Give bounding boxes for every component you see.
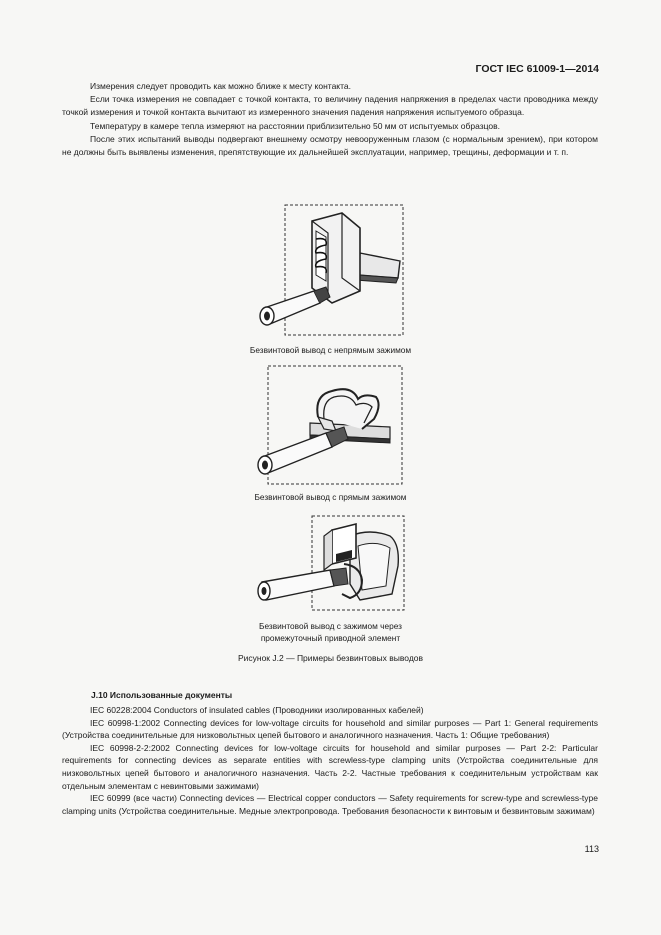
caption-line: Безвинтовой вывод с зажимом через	[259, 621, 402, 631]
section-title: J.10 Использованные документы	[91, 690, 233, 700]
reference-item: IEC 60998-1:2002 Connecting devices for low-voltage circuits for household and similar purposes — Part 1: General requirements (Устройства соединительные для низковольтных цепей бытового и аналогичного назначения. Часть 1: Общие требования)	[62, 717, 598, 741]
paragraph: Измерения следует проводить как можно ближе к месту контакта.	[90, 81, 352, 91]
actuating-element-terminal-drawing	[250, 514, 410, 614]
reference-item: IEC 60998-2-2:2002 Connecting devices for low-voltage circuits for household and similar purposes — Part 2-2: Particular requirements for connecting devices as separate entities with screwless-type clamping units (Устройства соединительные для низковольтных цепей бытового и аналогичного назначения. Часть 2-2. Частные требования к соединительным устройствам как отдельным элементам с невинтовыми зажимами)	[62, 742, 598, 791]
figure-title: Рисунок J.2 — Примеры безвинтовых выводов	[237, 653, 424, 663]
intro-text	[62, 80, 598, 159]
reference-item: IEC 60228:2004 Conductors of insulated cables (Проводники изолированных кабелей)	[90, 705, 424, 715]
paragraph: Если точка измерения не совпадает с точкой контакта, то величину падения напряжения в пределах части проводника между точкой измерения и точкой контакта вычитают из измеренного значения падения напряжения испытуемого образца.	[62, 94, 598, 118]
figure-caption: Безвинтовой вывод с прямым зажимом	[254, 492, 407, 502]
paragraph: После этих испытаний выводы подвергают внешнему осмотру невооруженным глазом (с нормальным зрением), при котором не должны быть выявлены изменения, препятствующие их дальнейшей эксплуатации, например, трещины, деформации и т. п.	[62, 133, 598, 158]
indirect-clamp-terminal-drawing	[250, 203, 410, 338]
page-number: 113	[584, 844, 599, 854]
reference-list	[62, 704, 598, 817]
paragraph: Температуру в камере тепла измеряют на расстоянии приблизительно 50 мм от испытуемых образцов.	[90, 120, 501, 131]
figure-caption	[0, 620, 661, 644]
figure-caption: Безвинтовой вывод с непрямым зажимом	[249, 345, 412, 355]
reference-item: IEC 60999 (все части) Connecting devices — Electrical copper conductors — Safety requirements for screw-type and screwless-type clamping units (Устройства соединительные. Медные электропровода. Требования безопасности к винтовым и безвинтовым зажимам)	[62, 793, 598, 816]
direct-clamp-terminal-drawing	[240, 365, 410, 485]
caption-line: промежуточный приводной элемент	[260, 633, 401, 643]
standard-header: ГОСТ IEC 61009-1—2014	[475, 63, 599, 75]
